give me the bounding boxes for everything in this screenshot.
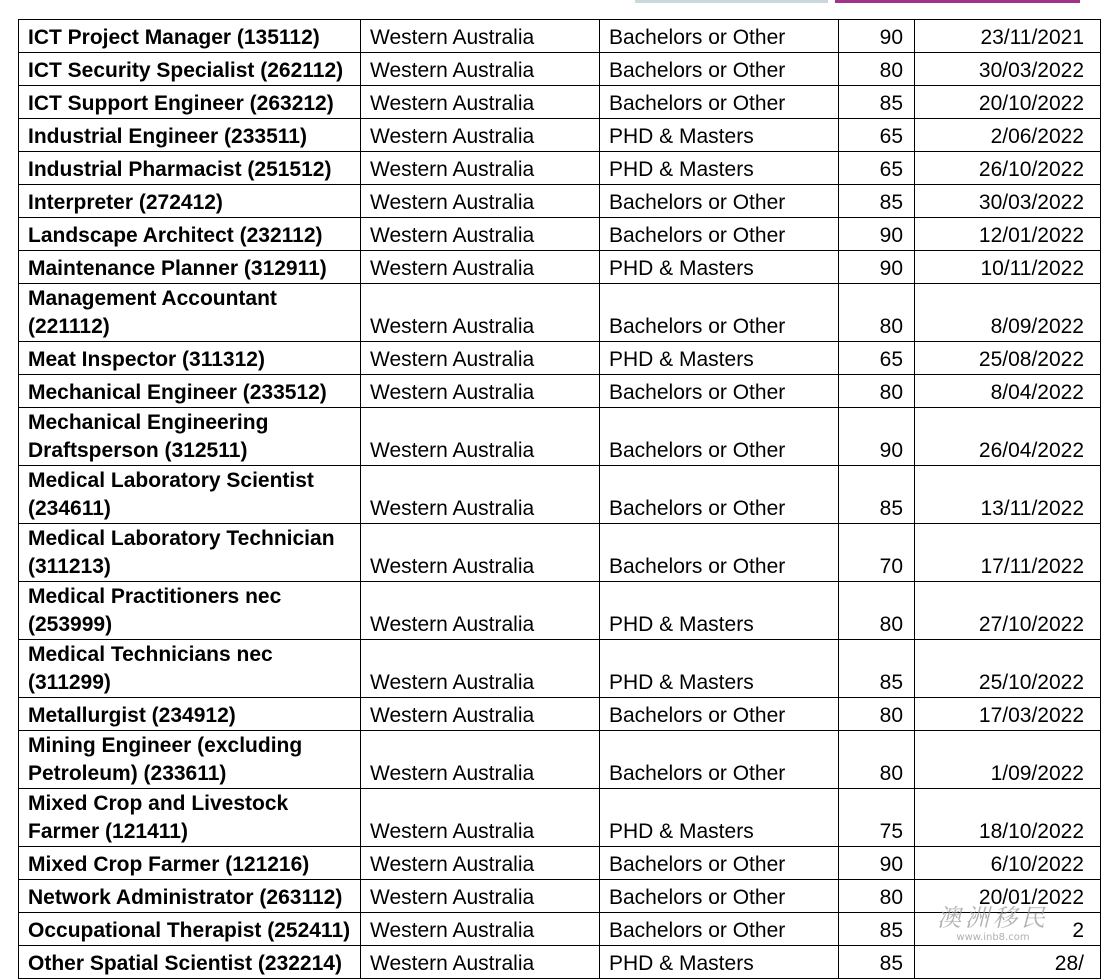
date-cell: 2/06/2022 — [915, 119, 1101, 152]
date-cell: 17/03/2022 — [915, 698, 1101, 731]
state-cell: Western Australia — [361, 86, 600, 119]
points-cell: 85 — [839, 640, 915, 698]
state-cell: Western Australia — [361, 375, 600, 408]
state-cell: Western Australia — [361, 185, 600, 218]
occupation-cell: Network Administrator (263112) — [19, 880, 361, 913]
state-cell: Western Australia — [361, 913, 600, 946]
date-cell: 8/09/2022 — [915, 284, 1101, 342]
state-cell: Western Australia — [361, 880, 600, 913]
points-cell: 85 — [839, 466, 915, 524]
qualification-cell: PHD & Masters — [600, 789, 839, 847]
points-cell: 85 — [839, 86, 915, 119]
state-cell: Western Australia — [361, 152, 600, 185]
occupation-cell: Medical Technicians nec (311299) — [19, 640, 361, 698]
watermark-text: 澳洲移民 — [937, 904, 1049, 932]
points-cell: 65 — [839, 119, 915, 152]
table-row — [19, 251, 1101, 284]
points-cell: 90 — [839, 251, 915, 284]
occupation-cell: Medical Practitioners nec (253999) — [19, 582, 361, 640]
date-cell: 12/01/2022 — [915, 218, 1101, 251]
points-cell: 90 — [839, 218, 915, 251]
state-cell: Western Australia — [361, 218, 600, 251]
qualification-cell: Bachelors or Other — [600, 731, 839, 789]
occupation-cell: Landscape Architect (232112) — [19, 218, 361, 251]
table-row — [19, 218, 1101, 251]
points-cell: 80 — [839, 582, 915, 640]
qualification-cell: PHD & Masters — [600, 946, 839, 979]
date-cell: 6/10/2022 — [915, 847, 1101, 880]
occupation-cell: Other Spatial Scientist (232214) — [19, 946, 361, 979]
occupation-cell: Medical Laboratory Technician (311213) — [19, 524, 361, 582]
table-row — [19, 342, 1101, 375]
points-cell: 90 — [839, 408, 915, 466]
qualification-cell: Bachelors or Other — [600, 53, 839, 86]
table-row — [19, 20, 1101, 53]
date-cell: 20/10/2022 — [915, 86, 1101, 119]
table-row — [19, 582, 1101, 640]
points-cell: 85 — [839, 946, 915, 979]
watermark-url: www.inb8.com — [956, 932, 1030, 943]
points-cell: 85 — [839, 913, 915, 946]
table-row — [19, 789, 1101, 847]
qualification-cell: PHD & Masters — [600, 640, 839, 698]
table-row — [19, 375, 1101, 408]
qualification-cell: Bachelors or Other — [600, 880, 839, 913]
occupation-cell: ICT Support Engineer (263212) — [19, 86, 361, 119]
state-cell: Western Australia — [361, 582, 600, 640]
points-cell: 65 — [839, 342, 915, 375]
occupation-cell: Interpreter (272412) — [19, 185, 361, 218]
state-cell: Western Australia — [361, 284, 600, 342]
points-cell: 75 — [839, 789, 915, 847]
date-cell: 13/11/2022 — [915, 466, 1101, 524]
date-cell: 8/04/2022 — [915, 375, 1101, 408]
date-cell: 28/ — [915, 946, 1101, 979]
points-cell: 80 — [839, 731, 915, 789]
table-row — [19, 408, 1101, 466]
state-cell: Western Australia — [361, 731, 600, 789]
points-cell: 80 — [839, 284, 915, 342]
qualification-cell: Bachelors or Other — [600, 185, 839, 218]
date-cell: 23/11/2021 — [915, 20, 1101, 53]
date-cell: 30/03/2022 — [915, 185, 1101, 218]
occupation-cell: Mixed Crop and Livestock Farmer (121411) — [19, 789, 361, 847]
state-cell: Western Australia — [361, 251, 600, 284]
date-cell: 25/10/2022 — [915, 640, 1101, 698]
watermark-logo — [918, 904, 1068, 946]
state-cell: Western Australia — [361, 119, 600, 152]
state-cell: Western Australia — [361, 698, 600, 731]
table-row — [19, 640, 1101, 698]
state-cell: Western Australia — [361, 53, 600, 86]
occupation-table — [18, 19, 1101, 979]
date-cell: 25/08/2022 — [915, 342, 1101, 375]
qualification-cell: Bachelors or Other — [600, 847, 839, 880]
date-cell: 2 — [915, 913, 1101, 946]
occupation-cell: Industrial Engineer (233511) — [19, 119, 361, 152]
qualification-cell: PHD & Masters — [600, 152, 839, 185]
occupation-cell: Management Accountant (221112) — [19, 284, 361, 342]
points-cell: 80 — [839, 698, 915, 731]
table-row — [19, 152, 1101, 185]
occupation-cell: Medical Laboratory Scientist (234611) — [19, 466, 361, 524]
occupation-cell: Meat Inspector (311312) — [19, 342, 361, 375]
table-row — [19, 698, 1101, 731]
state-cell: Western Australia — [361, 342, 600, 375]
table-row — [19, 731, 1101, 789]
occupation-cell: Mechanical Engineer (233512) — [19, 375, 361, 408]
date-cell: 10/11/2022 — [915, 251, 1101, 284]
state-cell: Western Australia — [361, 789, 600, 847]
date-cell: 17/11/2022 — [915, 524, 1101, 582]
date-cell: 18/10/2022 — [915, 789, 1101, 847]
qualification-cell: PHD & Masters — [600, 342, 839, 375]
points-cell: 85 — [839, 185, 915, 218]
occupation-cell: Maintenance Planner (312911) — [19, 251, 361, 284]
table-row — [19, 53, 1101, 86]
date-cell: 26/10/2022 — [915, 152, 1101, 185]
date-cell: 20/01/2022 — [915, 880, 1101, 913]
date-cell: 26/04/2022 — [915, 408, 1101, 466]
qualification-cell: PHD & Masters — [600, 119, 839, 152]
table-row — [19, 284, 1101, 342]
state-cell: Western Australia — [361, 20, 600, 53]
occupation-cell: Mixed Crop Farmer (121216) — [19, 847, 361, 880]
qualification-cell: Bachelors or Other — [600, 913, 839, 946]
qualification-cell: Bachelors or Other — [600, 375, 839, 408]
qualification-cell: Bachelors or Other — [600, 284, 839, 342]
occupation-cell: ICT Project Manager (135112) — [19, 20, 361, 53]
qualification-cell: Bachelors or Other — [600, 698, 839, 731]
occupation-cell: ICT Security Specialist (262112) — [19, 53, 361, 86]
state-cell: Western Australia — [361, 466, 600, 524]
table-row — [19, 847, 1101, 880]
table-row — [19, 946, 1101, 979]
occupation-cell: Industrial Pharmacist (251512) — [19, 152, 361, 185]
occupation-cell: Metallurgist (234912) — [19, 698, 361, 731]
table-row — [19, 119, 1101, 152]
state-cell: Western Australia — [361, 847, 600, 880]
state-cell: Western Australia — [361, 408, 600, 466]
qualification-cell: Bachelors or Other — [600, 466, 839, 524]
qualification-cell: PHD & Masters — [600, 582, 839, 640]
state-cell: Western Australia — [361, 640, 600, 698]
qualification-cell: Bachelors or Other — [600, 20, 839, 53]
table-row — [19, 185, 1101, 218]
state-cell: Western Australia — [361, 946, 600, 979]
points-cell: 90 — [839, 847, 915, 880]
header-accent-bar — [635, 0, 828, 3]
occupation-cell: Mechanical Engineering Draftsperson (312511) — [19, 408, 361, 466]
table-row — [19, 86, 1101, 119]
qualification-cell: Bachelors or Other — [600, 408, 839, 466]
points-cell: 70 — [839, 524, 915, 582]
date-cell: 30/03/2022 — [915, 53, 1101, 86]
occupation-cell: Occupational Therapist (252411) — [19, 913, 361, 946]
points-cell: 90 — [839, 20, 915, 53]
occupation-cell: Mining Engineer (excluding Petroleum) (233611) — [19, 731, 361, 789]
table-row — [19, 466, 1101, 524]
state-cell: Western Australia — [361, 524, 600, 582]
table-row — [19, 524, 1101, 582]
qualification-cell: Bachelors or Other — [600, 524, 839, 582]
points-cell: 80 — [839, 53, 915, 86]
header-accent-bar-purple — [835, 0, 1080, 3]
points-cell: 80 — [839, 880, 915, 913]
qualification-cell: Bachelors or Other — [600, 218, 839, 251]
points-cell: 65 — [839, 152, 915, 185]
date-cell: 27/10/2022 — [915, 582, 1101, 640]
qualification-cell: PHD & Masters — [600, 251, 839, 284]
date-cell: 1/09/2022 — [915, 731, 1101, 789]
points-cell: 80 — [839, 375, 915, 408]
qualification-cell: Bachelors or Other — [600, 86, 839, 119]
